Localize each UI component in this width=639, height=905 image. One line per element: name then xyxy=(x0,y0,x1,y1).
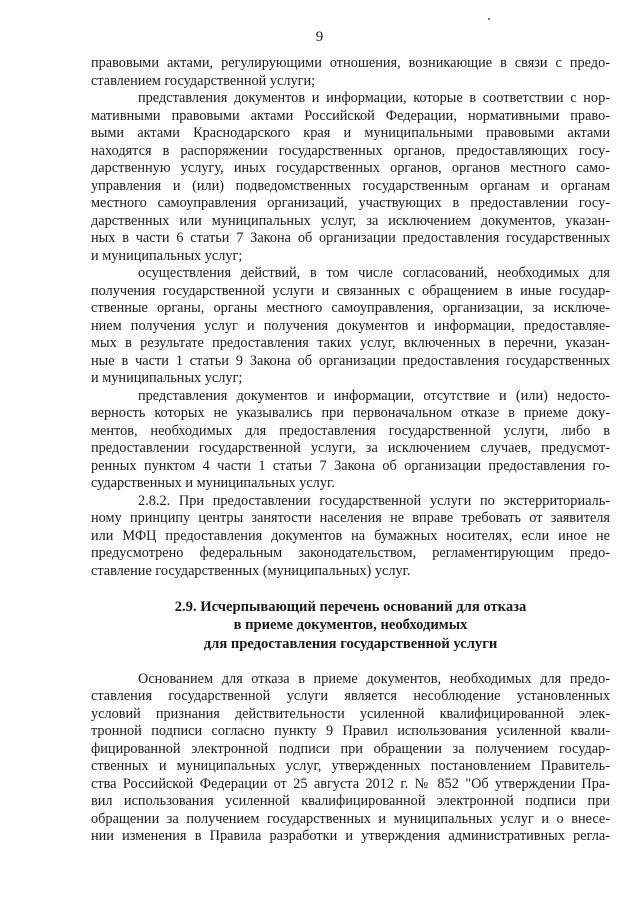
page-number: 9 xyxy=(315,29,324,45)
text-line: обращении за получением государственных и муниципальных услуг и о внесе- xyxy=(91,810,610,827)
text-line: нием получения услуг и получения документов и информации, предоставляе- xyxy=(91,317,610,334)
text-line: или МФЦ предоставления документов на бумажных носителях, если иное не xyxy=(91,527,610,544)
text-line: ные в части 1 статьи 9 Закона об организации предоставления государственных xyxy=(91,352,610,369)
text-line: предусмотрено федеральным законодательством, регламентирующим предо- xyxy=(91,545,610,561)
text-line: представления документов и информации, которые в соответствии с нор- xyxy=(138,90,610,106)
text-line: ренных пунктом 4 части 1 статьи 7 Закона об организации предоставления го- xyxy=(91,457,610,474)
text-line: получения государственной услуги и связанных с обращением в иные государ- xyxy=(91,282,610,299)
text-line: ному принципу центры занятости населения не вправе требовать от заявителя xyxy=(91,510,610,526)
heading-line: в приеме документов, необходимых xyxy=(233,617,468,633)
text-line: правовыми актами, регулирующими отношения, возникающие в связи с предо- xyxy=(91,55,610,71)
text-line: и муниципальных услуг; xyxy=(91,370,243,386)
text-line: вил использования усиленной квалифицированной электронной подписи при xyxy=(91,793,610,809)
paragraph-2 xyxy=(91,90,610,265)
text-line: ставлением государственной услуги; xyxy=(91,72,316,89)
text-line: мых в результате предоставления таких услуг, включенных в перечни, указан- xyxy=(91,335,610,351)
text-line: дарственных или муниципальных услуг, за исключением документов, указан- xyxy=(91,212,610,229)
text-line: ментов, необходимых для предоставления государственной услуги, либо в xyxy=(91,422,610,439)
text-line: управления и (или) подведомственных государственным органам и органам xyxy=(91,177,610,194)
text-line: ственные органы, органы местного самоуправления, организации, за исключе- xyxy=(91,300,610,316)
text-line: ставление государственных (муниципальных) услуг. xyxy=(91,562,411,579)
text-line: сударственных и муниципальных услуг. xyxy=(91,475,335,491)
text-line: местного самоуправления организаций, участвующих в предоставлении госу- xyxy=(91,195,610,211)
text-line: находятся в распоряжении государственных органов, предоставляющих госу- xyxy=(91,142,610,159)
text-line: верность которых не указывались при первоначальном отказе в приеме доку- xyxy=(91,405,610,421)
text-line: мативными правовыми актами Российской Федерации, нормативными право- xyxy=(91,107,610,124)
text-line: условий признания действительности усиленной квалифицированной элек- xyxy=(91,705,610,722)
paragraph-1 xyxy=(91,55,610,90)
paragraph-6 xyxy=(91,671,610,846)
text-line: предоставлении государственной услуги, за исключением случаев, предусмот- xyxy=(91,440,610,456)
paragraph-4 xyxy=(91,388,610,493)
text-line: представления документов и информации, отсутствие и (или) недосто- xyxy=(138,387,610,404)
text-line: нии изменения в Правила разработки и утверждения административных регла- xyxy=(91,828,610,844)
text-line: осуществления действий, в том числе согласований, необходимых для xyxy=(138,265,610,281)
text-line: 2.8.2. При предоставлении государственной услуги по экстерриториаль- xyxy=(138,492,610,509)
scan-speck xyxy=(488,18,490,20)
text-line: ных в части 6 статьи 7 Закона об организации предоставления государственных xyxy=(91,230,610,246)
heading-line: 2.9. Исчерпывающий перечень оснований для отказа xyxy=(174,598,527,615)
heading-line: для предоставления государственной услуги xyxy=(203,635,498,652)
text-line: фицированной электронной подписи при обращении за получением государ- xyxy=(91,740,610,757)
text-line: дарственную услугу, иных государственных органов, органов местного само- xyxy=(91,160,610,176)
spacer xyxy=(91,580,610,598)
spacer xyxy=(91,653,610,671)
text-line: ственных и муниципальных услуг, утвержденных постановлением Правитель- xyxy=(91,758,610,774)
document-body xyxy=(91,55,610,846)
paragraph-5 xyxy=(91,493,610,581)
text-line: ставления государственной услуги является несоблюдение установленных xyxy=(91,688,610,704)
text-line: выми актами Краснодарского края и муниципальными правовыми актами xyxy=(91,125,610,141)
paragraph-3 xyxy=(91,265,610,388)
text-line: тронной подписи согласно пункту 9 Правил использования усиленной квали- xyxy=(91,723,610,739)
section-heading xyxy=(91,598,610,654)
text-line: ства Российской Федерации от 25 августа 2012 г. № 852 "Об утверждении Пра- xyxy=(91,775,610,792)
text-line: и муниципальных услуг; xyxy=(91,247,243,264)
text-line: Основанием для отказа в приеме документов, необходимых для предо- xyxy=(138,670,610,687)
